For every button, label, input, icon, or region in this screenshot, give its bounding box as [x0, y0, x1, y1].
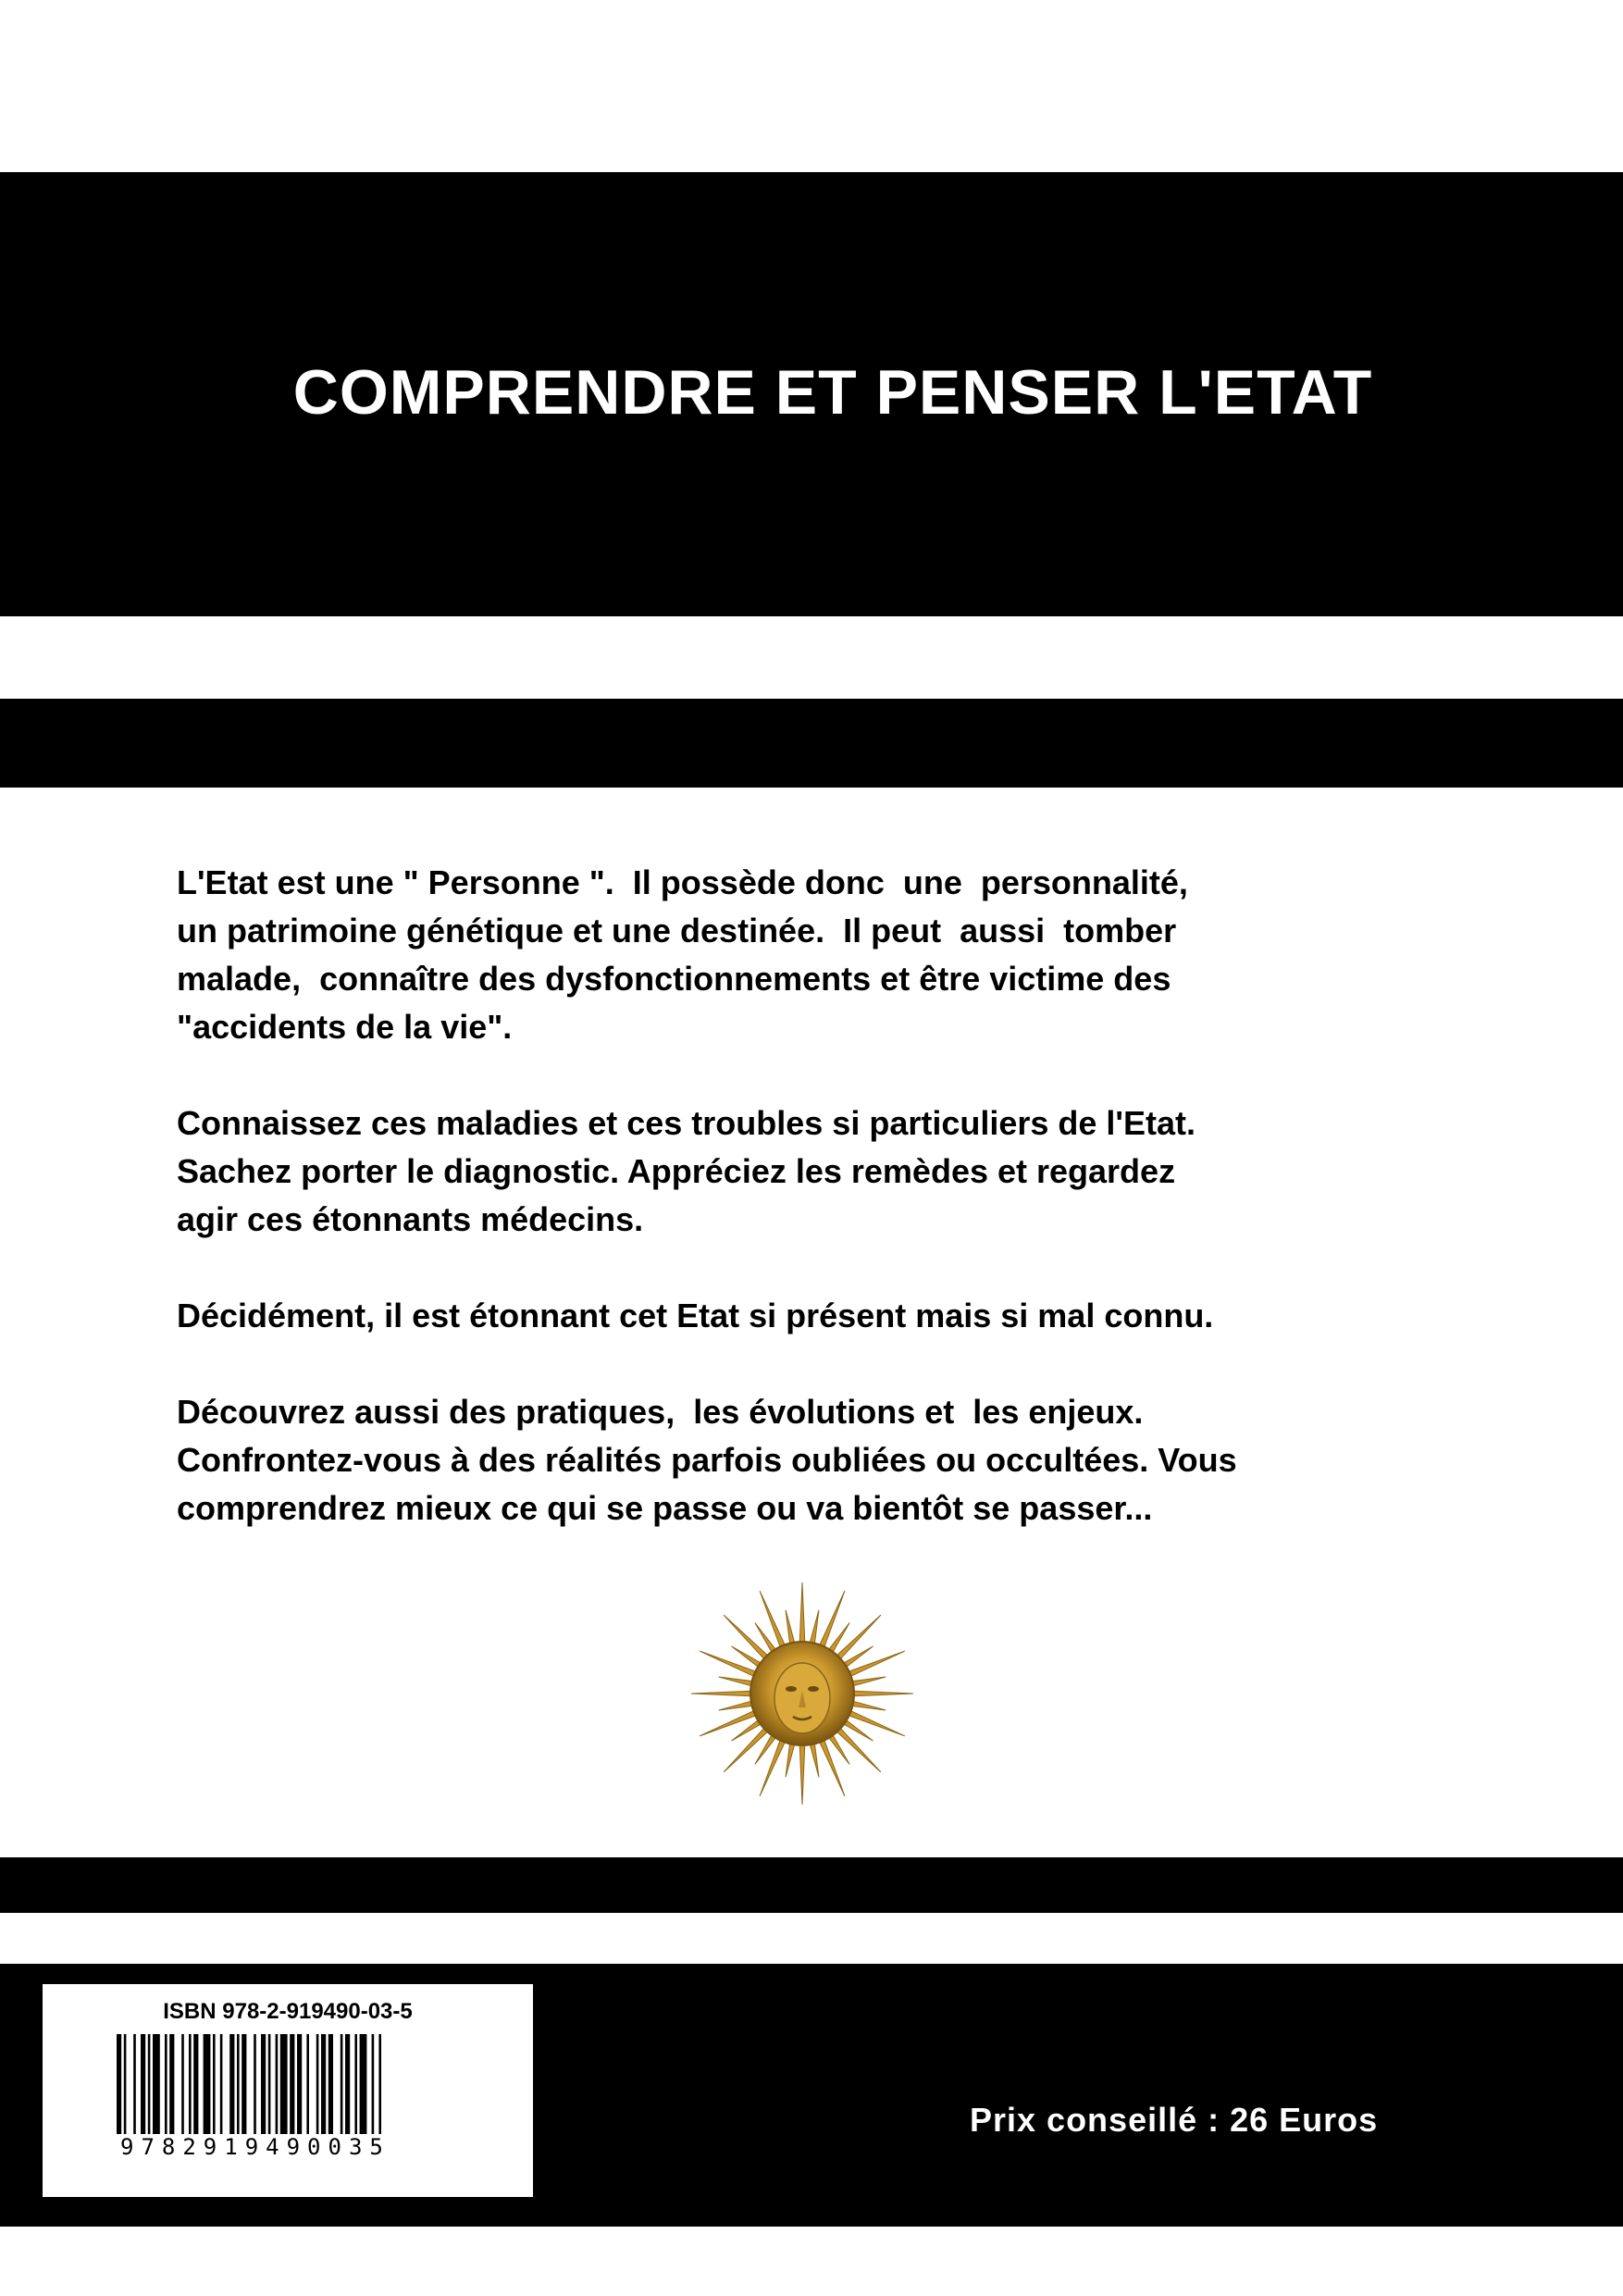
- isbn-label: ISBN 978-2-919490-03-5: [163, 1999, 413, 2024]
- price-label: Prix conseillé : 26 Euros: [970, 2101, 1379, 2139]
- golden-sun-face-icon: [685, 1580, 920, 1807]
- blurb-paragraph: Connaissez ces maladies et ces troubles si particuliers de l'Etat. Sachez porter le diagnostic. Appréciez les remèdes et regardez agir ces étonnants médecins.: [177, 1104, 1196, 1238]
- barcode-icon: [117, 2034, 468, 2134]
- blurb-paragraph: Décidément, il est étonnant cet Etat si présent mais si mal connu.: [177, 1297, 1214, 1334]
- barcode-panel: [43, 1984, 533, 2197]
- book-title: COMPRENDRE ET PENSER L'ETAT: [292, 357, 1373, 428]
- divider-band: [0, 699, 1623, 788]
- divider-band: [0, 1857, 1623, 1913]
- blurb-paragraph: L'Etat est une " Personne ". Il possède donc une personnalité, un patrimoine génétique et une destinée. Il peut aussi tomber malade, connaître des dysfonctionnements et être victime des "accidents de la vie".: [177, 863, 1188, 1046]
- blurb: [177, 859, 1472, 1581]
- blurb-paragraph: Découvrez aussi des pratiques, les évolutions et les enjeux. Confrontez-vous à des réalités parfois oubliées ou occultées. Vous comprendrez mieux ce qui se passe ou va bientôt se passer...: [177, 1393, 1237, 1527]
- barcode-digits: 9782919490035: [120, 2134, 390, 2160]
